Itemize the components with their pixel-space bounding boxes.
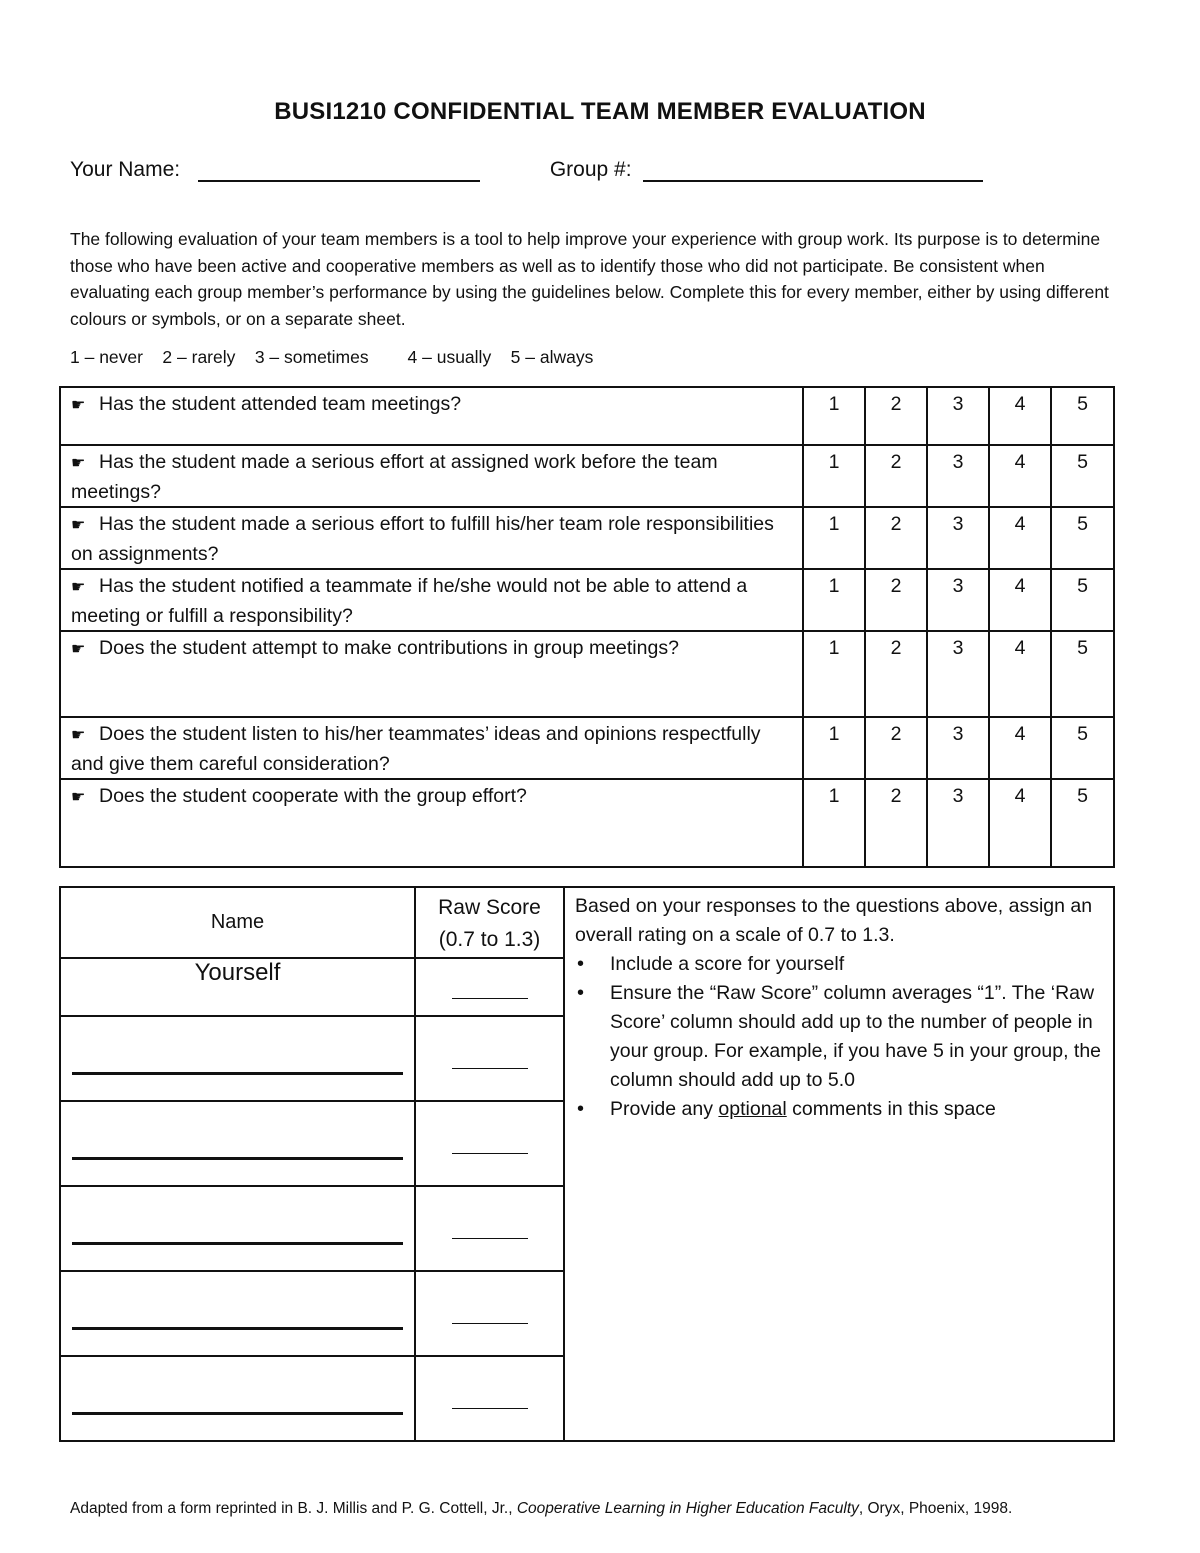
raw-score-cell[interactable] bbox=[415, 1186, 564, 1271]
rating-option-1[interactable]: 1 bbox=[803, 507, 865, 569]
question-cell bbox=[60, 445, 803, 507]
member-name-cell[interactable] bbox=[60, 1186, 415, 1271]
your-name-field[interactable] bbox=[198, 158, 480, 182]
raw-score-cell[interactable] bbox=[415, 1356, 564, 1441]
raw-score-cell[interactable] bbox=[415, 1016, 564, 1101]
name-column-header: Name bbox=[60, 887, 415, 958]
question-text: Does the student listen to his/her teammates’ ideas and opinions respectfully and give them careful consideration? bbox=[71, 723, 761, 775]
scale-item: 2 – rarely bbox=[162, 347, 236, 367]
raw-score-blank[interactable] bbox=[452, 1068, 528, 1069]
citation-text: Adapted from a form reprinted in B. J. Millis and P. G. Cottell, Jr., bbox=[70, 1500, 513, 1517]
member-name-cell[interactable] bbox=[60, 1101, 415, 1186]
raw-score-cell[interactable] bbox=[415, 1101, 564, 1186]
question-cell bbox=[60, 717, 803, 779]
member-name-cell[interactable] bbox=[60, 1016, 415, 1101]
rating-option-4[interactable]: 4 bbox=[989, 387, 1051, 445]
raw-score-cell[interactable] bbox=[415, 1271, 564, 1356]
rating-option-5[interactable]: 5 bbox=[1051, 717, 1114, 779]
question-text: Has the student made a serious effort to fulfill his/her team role responsibilities on assignments? bbox=[71, 513, 774, 565]
question-cell bbox=[60, 387, 803, 445]
question-row bbox=[60, 387, 1114, 445]
question-cell bbox=[60, 507, 803, 569]
pointing-hand-icon: ☛ bbox=[71, 727, 86, 744]
question-text: Does the student cooperate with the group effort? bbox=[99, 785, 527, 807]
rating-option-1[interactable]: 1 bbox=[803, 717, 865, 779]
raw-score-blank[interactable] bbox=[452, 998, 528, 999]
yourself-cell bbox=[60, 958, 415, 1016]
rating-option-4[interactable]: 4 bbox=[989, 631, 1051, 717]
rating-option-4[interactable]: 4 bbox=[989, 569, 1051, 631]
rating-option-3[interactable]: 3 bbox=[927, 631, 989, 717]
scale-item: 3 – sometimes bbox=[254, 347, 369, 367]
rating-option-3[interactable]: 3 bbox=[927, 717, 989, 779]
instructions-comments-cell[interactable] bbox=[564, 887, 1114, 1441]
rating-option-1[interactable]: 1 bbox=[803, 569, 865, 631]
question-row bbox=[60, 717, 1114, 779]
pointing-hand-icon: ☛ bbox=[71, 641, 86, 658]
rating-option-3[interactable]: 3 bbox=[927, 387, 989, 445]
citation-book-title: Cooperative Learning in Higher Education Faculty bbox=[516, 1500, 859, 1517]
your-name-label: Your Name: bbox=[70, 158, 181, 181]
questions-table bbox=[59, 386, 1115, 868]
pointing-hand-icon: ☛ bbox=[71, 397, 86, 414]
rating-option-3[interactable]: 3 bbox=[927, 779, 989, 867]
bullet-item: • Include a score for yourself bbox=[610, 950, 1105, 979]
rating-option-2[interactable]: 2 bbox=[865, 387, 927, 445]
rating-option-4[interactable]: 4 bbox=[989, 507, 1051, 569]
member-name-blank[interactable] bbox=[72, 1157, 403, 1160]
question-cell bbox=[60, 569, 803, 631]
rating-option-4[interactable]: 4 bbox=[989, 445, 1051, 507]
rating-option-1[interactable]: 1 bbox=[803, 779, 865, 867]
rating-option-3[interactable]: 3 bbox=[927, 569, 989, 631]
member-name-blank[interactable] bbox=[72, 1242, 403, 1245]
raw-score-header-line1: Raw Score bbox=[438, 896, 541, 919]
yourself-label: Yourself bbox=[194, 959, 281, 986]
bullet-item bbox=[610, 1095, 1105, 1124]
member-name-blank[interactable] bbox=[72, 1072, 403, 1075]
rating-option-1[interactable]: 1 bbox=[803, 631, 865, 717]
scale-item: 5 – always bbox=[510, 347, 594, 367]
group-number-label: Group #: bbox=[549, 158, 632, 181]
name-group-row bbox=[70, 158, 983, 182]
question-text: Has the student notified a teammate if he/she would not be able to attend a meeting or fulfill a responsibility? bbox=[71, 575, 748, 627]
rating-option-3[interactable]: 3 bbox=[927, 507, 989, 569]
raw-score-cell[interactable] bbox=[415, 958, 564, 1016]
pointing-hand-icon: ☛ bbox=[71, 517, 86, 534]
pointing-hand-icon: ☛ bbox=[71, 579, 86, 596]
page-title: BUSI1210 CONFIDENTIAL TEAM MEMBER EVALUATION bbox=[274, 98, 926, 125]
raw-score-header-line2: (0.7 to 1.3) bbox=[438, 928, 541, 951]
pointing-hand-icon: ☛ bbox=[71, 455, 86, 472]
score-table bbox=[59, 886, 1115, 1442]
rating-option-1[interactable]: 1 bbox=[803, 445, 865, 507]
instructions-paragraph: The following evaluation of your team members is a tool to help improve your experience with group work. Its purpose is to determine those who have been active and cooperative members as well as to identify those who did not participate. Be consistent when evaluating each group member’s performance by using the guidelines below. Complete this for every member, either by using different colours or symbols, or on a separate sheet. bbox=[70, 229, 1109, 329]
member-name-blank[interactable] bbox=[72, 1412, 403, 1415]
rating-option-5[interactable]: 5 bbox=[1051, 779, 1114, 867]
raw-score-blank[interactable] bbox=[452, 1408, 528, 1409]
raw-score-blank[interactable] bbox=[452, 1153, 528, 1154]
rating-scale-legend bbox=[70, 347, 593, 368]
bullet-text: comments in this space bbox=[792, 1098, 996, 1120]
question-row bbox=[60, 569, 1114, 631]
instruction-bullets bbox=[575, 950, 1105, 1124]
rating-option-2[interactable]: 2 bbox=[865, 717, 927, 779]
rating-option-1[interactable]: 1 bbox=[803, 387, 865, 445]
rating-option-3[interactable]: 3 bbox=[927, 445, 989, 507]
rating-option-2[interactable]: 2 bbox=[865, 507, 927, 569]
scale-item: 4 – usually bbox=[407, 347, 492, 367]
rating-option-2[interactable]: 2 bbox=[865, 569, 927, 631]
rating-option-5[interactable]: 5 bbox=[1051, 507, 1114, 569]
rating-option-5[interactable]: 5 bbox=[1051, 445, 1114, 507]
group-number-field[interactable] bbox=[643, 158, 983, 182]
question-row bbox=[60, 631, 1114, 717]
rating-instructions: Based on your responses to the questions above, assign an overall rating on a scale of 0.7 to 1.3. bbox=[575, 895, 1093, 946]
citation-text: , Oryx, Phoenix, 1998. bbox=[858, 1500, 1013, 1517]
question-cell bbox=[60, 631, 803, 717]
question-text: Does the student attempt to make contributions in group meetings? bbox=[99, 637, 679, 659]
question-row bbox=[60, 445, 1114, 507]
question-cell bbox=[60, 779, 803, 867]
scale-item: 1 – never bbox=[70, 347, 143, 367]
bullet-item: • Ensure the “Raw Score” column averages “1”. The ‘Raw Score’ column should add up to the number of people in your group. For example, if you have 5 in your group, the column should add up to 5.0 bbox=[610, 979, 1105, 1095]
rating-option-4[interactable]: 4 bbox=[989, 779, 1051, 867]
bullet-text: Provide any bbox=[610, 1098, 713, 1120]
member-name-cell[interactable] bbox=[60, 1271, 415, 1356]
rating-option-5[interactable]: 5 bbox=[1051, 387, 1114, 445]
rating-option-2[interactable]: 2 bbox=[865, 779, 927, 867]
raw-score-blank[interactable] bbox=[452, 1323, 528, 1324]
rating-option-5[interactable]: 5 bbox=[1051, 631, 1114, 717]
rating-option-2[interactable]: 2 bbox=[865, 445, 927, 507]
raw-score-column-header bbox=[415, 887, 564, 958]
citation-footer bbox=[70, 1500, 1012, 1518]
raw-score-blank[interactable] bbox=[452, 1238, 528, 1239]
rating-option-2[interactable]: 2 bbox=[865, 631, 927, 717]
pointing-hand-icon: ☛ bbox=[71, 789, 86, 806]
question-row bbox=[60, 779, 1114, 867]
optional-emphasis: optional bbox=[718, 1098, 787, 1120]
question-row bbox=[60, 507, 1114, 569]
member-name-blank[interactable] bbox=[72, 1327, 403, 1330]
rating-option-5[interactable]: 5 bbox=[1051, 569, 1114, 631]
question-text: Has the student attended team meetings? bbox=[99, 393, 462, 415]
question-text: Has the student made a serious effort at assigned work before the team meetings? bbox=[71, 451, 718, 503]
member-name-cell[interactable] bbox=[60, 1356, 415, 1441]
rating-option-4[interactable]: 4 bbox=[989, 717, 1051, 779]
